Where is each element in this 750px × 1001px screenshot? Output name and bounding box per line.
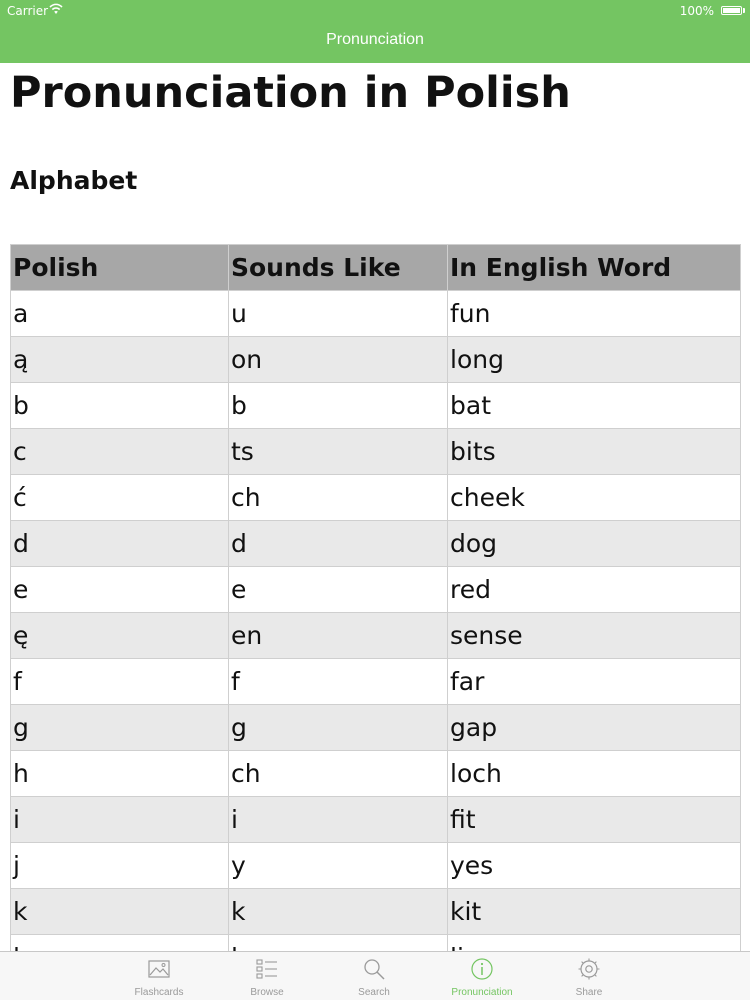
table-cell: fun bbox=[448, 291, 741, 337]
table-cell: a bbox=[11, 291, 229, 337]
table-body bbox=[11, 291, 741, 981]
table-cell: f bbox=[11, 659, 229, 705]
table-cell: cheek bbox=[448, 475, 741, 521]
battery-tip bbox=[743, 8, 745, 13]
tab-search[interactable] bbox=[334, 952, 414, 1001]
status-bar bbox=[0, 0, 750, 22]
tab-share[interactable] bbox=[549, 952, 629, 1001]
table-cell: g bbox=[11, 705, 229, 751]
table-cell: ć bbox=[11, 475, 229, 521]
column-header-polish: Polish bbox=[11, 245, 229, 291]
tab-flashcards[interactable] bbox=[119, 952, 199, 1001]
table-cell: u bbox=[229, 291, 448, 337]
table-cell: ę bbox=[11, 613, 229, 659]
table-row bbox=[11, 705, 741, 751]
table-cell: fit bbox=[448, 797, 741, 843]
table-row bbox=[11, 567, 741, 613]
tab-browse[interactable] bbox=[227, 952, 307, 1001]
carrier-label: Carrier bbox=[7, 4, 49, 18]
tab-flashcards-label: Flashcards bbox=[134, 987, 184, 998]
search-icon bbox=[362, 957, 386, 981]
table-cell: j bbox=[11, 843, 229, 889]
table-row bbox=[11, 659, 741, 705]
table-cell: h bbox=[11, 751, 229, 797]
table-cell: far bbox=[448, 659, 741, 705]
table-cell: y bbox=[229, 843, 448, 889]
nav-title: Pronunciation bbox=[326, 31, 424, 48]
column-header-english-word: In English Word bbox=[448, 245, 741, 291]
table-row bbox=[11, 889, 741, 935]
table-row bbox=[11, 751, 741, 797]
table-row bbox=[11, 521, 741, 567]
table-cell: k bbox=[229, 889, 448, 935]
alphabet-table bbox=[10, 244, 741, 981]
top-bar bbox=[0, 0, 750, 63]
table-cell: bits bbox=[448, 429, 741, 475]
table-cell: ch bbox=[229, 475, 448, 521]
table-cell: long bbox=[448, 337, 741, 383]
tab-search-label: Search bbox=[358, 987, 390, 998]
table-row bbox=[11, 843, 741, 889]
table-cell: i bbox=[229, 797, 448, 843]
tab-pronunciation[interactable] bbox=[442, 952, 522, 1001]
table-cell: ch bbox=[229, 751, 448, 797]
table-cell: f bbox=[229, 659, 448, 705]
table-cell: i bbox=[11, 797, 229, 843]
battery-percentage: 100% bbox=[679, 4, 714, 18]
table-cell: d bbox=[11, 521, 229, 567]
table-cell: k bbox=[11, 889, 229, 935]
gear-icon bbox=[577, 957, 601, 981]
table-cell: sense bbox=[448, 613, 741, 659]
table-cell: c bbox=[11, 429, 229, 475]
table-cell: d bbox=[229, 521, 448, 567]
table-row bbox=[11, 613, 741, 659]
tab-bar bbox=[0, 951, 750, 1000]
table-cell: g bbox=[229, 705, 448, 751]
section-heading: Alphabet bbox=[10, 166, 138, 195]
page-title: Pronunciation in Polish bbox=[10, 68, 571, 118]
table-cell: bat bbox=[448, 383, 741, 429]
info-icon bbox=[470, 957, 494, 981]
table-cell: red bbox=[448, 567, 741, 613]
table-cell: gap bbox=[448, 705, 741, 751]
table-cell: on bbox=[229, 337, 448, 383]
table-cell: yes bbox=[448, 843, 741, 889]
table-cell: e bbox=[11, 567, 229, 613]
page-content[interactable] bbox=[0, 63, 750, 951]
image-icon bbox=[147, 957, 171, 981]
table-cell: loch bbox=[448, 751, 741, 797]
table-row bbox=[11, 383, 741, 429]
tab-browse-label: Browse bbox=[250, 987, 284, 998]
battery-icon bbox=[721, 6, 742, 15]
table-cell: b bbox=[11, 383, 229, 429]
table-cell: dog bbox=[448, 521, 741, 567]
table-cell: ą bbox=[11, 337, 229, 383]
table-cell: e bbox=[229, 567, 448, 613]
table-header-row bbox=[11, 245, 741, 291]
tab-share-label: Share bbox=[575, 987, 603, 998]
tab-pronunciation-label: Pronunciation bbox=[451, 987, 513, 998]
wifi-icon bbox=[49, 3, 63, 15]
table-row bbox=[11, 337, 741, 383]
table-row bbox=[11, 429, 741, 475]
table-cell: b bbox=[229, 383, 448, 429]
column-header-sounds-like: Sounds Like bbox=[229, 245, 448, 291]
list-icon bbox=[255, 957, 279, 981]
table-cell: kit bbox=[448, 889, 741, 935]
table-row bbox=[11, 475, 741, 521]
table-cell: ts bbox=[229, 429, 448, 475]
table-cell: en bbox=[229, 613, 448, 659]
table-row bbox=[11, 797, 741, 843]
table-row bbox=[11, 291, 741, 337]
